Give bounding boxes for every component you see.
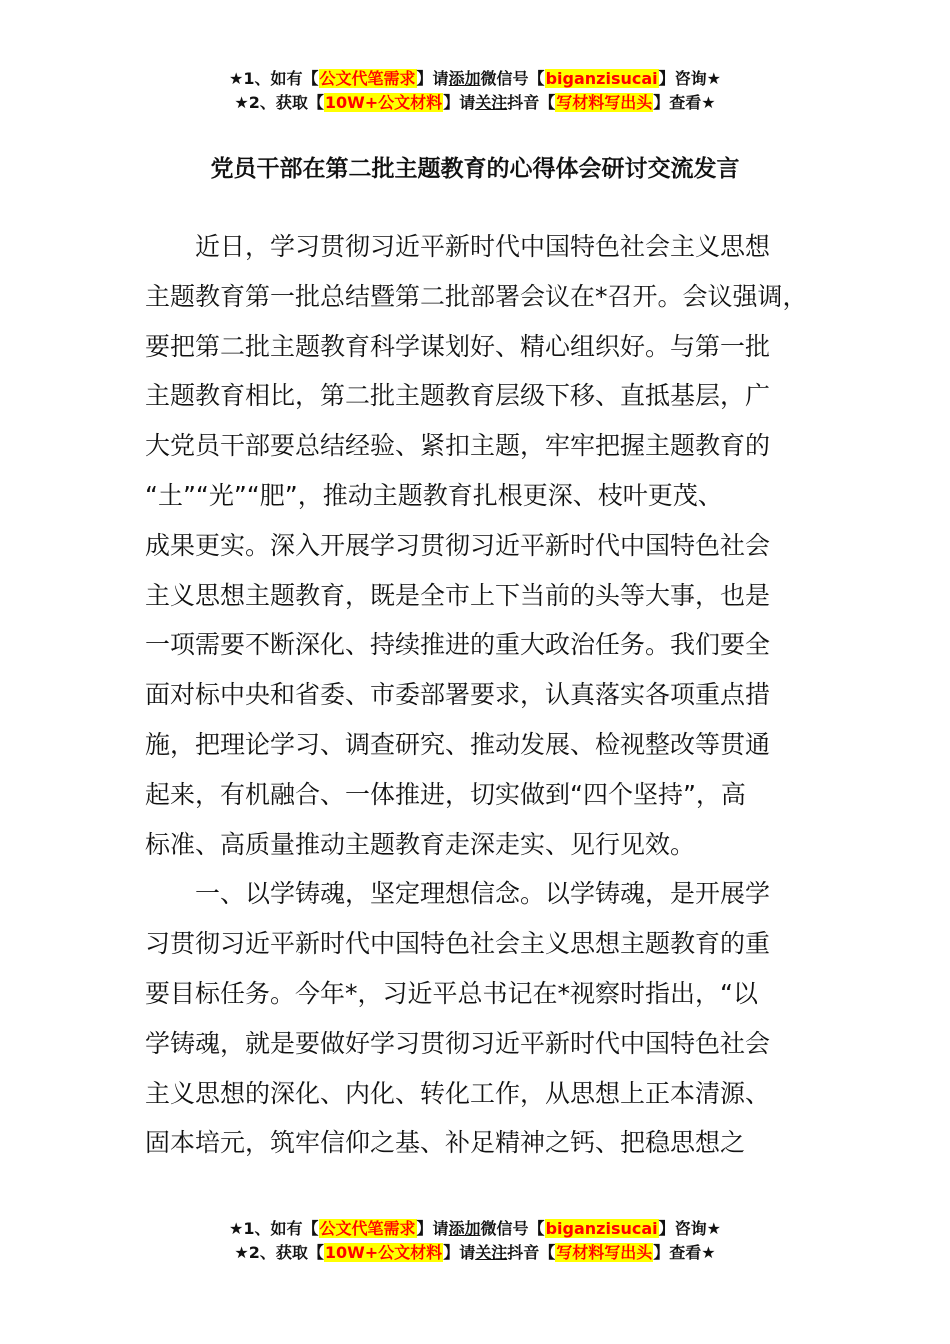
banner-text: ★2、获取【 bbox=[234, 1243, 324, 1262]
body-line: 标准、高质量推动主题教育走深走实、见行见效。 bbox=[145, 829, 696, 859]
banner-text: 】请 bbox=[443, 93, 476, 112]
banner-line-1 bbox=[0, 1217, 950, 1241]
body-line: 主题教育相比，第二批主题教育层级下移、直抵基层，广 bbox=[145, 381, 771, 411]
highlight-materials: 10W+公文材料 bbox=[324, 93, 443, 112]
footer-banner bbox=[0, 1217, 950, 1265]
body-line: 学铸魂，就是要做好学习贯彻习近平新时代中国特色社会 bbox=[145, 1028, 771, 1058]
body-line: 一、以学铸魂，坚定理想信念。以学铸魂，是开展学 bbox=[195, 879, 771, 909]
body-line: 主义思想主题教育，既是全市上下当前的头等大事，也是 bbox=[145, 580, 771, 610]
body-line: “土”“光”“肥”，推动主题教育扎根更深、枝叶更茂、 bbox=[145, 480, 723, 510]
banner-line-1 bbox=[0, 67, 950, 91]
banner-text: 微信号【 bbox=[480, 1219, 545, 1238]
document-body bbox=[145, 222, 820, 1168]
banner-text: 】查看★ bbox=[653, 1243, 716, 1262]
highlight-douyin-account: 写材料写出头 bbox=[556, 93, 653, 112]
banner-text: 】咨询★ bbox=[658, 1219, 721, 1238]
banner-text: ★1、如有【 bbox=[229, 1219, 319, 1238]
banner-text: ★2、获取【 bbox=[234, 93, 324, 112]
banner-text: 抖音【 bbox=[507, 1243, 556, 1262]
banner-text: 微信号【 bbox=[480, 69, 545, 88]
highlight-ghostwriting: 公文代笔需求 bbox=[319, 1219, 416, 1238]
document-title: 党员干部在第二批主题教育的心得体会研讨交流发言 bbox=[210, 156, 740, 182]
body-line: 固本培元，筑牢信仰之基、补足精神之钙、把稳思想之 bbox=[145, 1128, 746, 1158]
banner-text: 】请 bbox=[416, 69, 449, 88]
body-line: 一项需要不断深化、持续推进的重大政治任务。我们要全 bbox=[145, 630, 771, 660]
banner-line-2 bbox=[0, 91, 950, 115]
banner-text: 】咨询★ bbox=[658, 69, 721, 88]
body-line: 习贯彻习近平新时代中国特色社会主义思想主题教育的重 bbox=[145, 929, 771, 959]
banner-text: 】请 bbox=[443, 1243, 476, 1262]
banner-text: 抖音【 bbox=[507, 93, 556, 112]
body-line: 要把第二批主题教育科学谋划好、精心组织好。与第一批 bbox=[145, 331, 771, 361]
body-line: 主题教育第一批总结暨第二批部署会议在*召开。会议强调， bbox=[145, 281, 808, 311]
highlight-douyin-account: 写材料写出头 bbox=[556, 1243, 653, 1262]
underlined-follow: 关注 bbox=[475, 1243, 508, 1262]
body-line: 起来，有机融合、一体推进，切实做到“四个坚持”，高 bbox=[145, 779, 746, 809]
banner-text: ★1、如有【 bbox=[229, 69, 319, 88]
body-line: 大党员干部要总结经验、紧扣主题，牢牢把握主题教育的 bbox=[145, 431, 771, 461]
body-line: 成果更实。深入开展学习贯彻习近平新时代中国特色社会 bbox=[145, 530, 771, 560]
banner-line-2 bbox=[0, 1241, 950, 1265]
underlined-add: 添加 bbox=[448, 69, 481, 88]
banner-text: 】请 bbox=[416, 1219, 449, 1238]
body-line: 面对标中央和省委、市委部署要求，认真落实各项重点措 bbox=[145, 680, 771, 710]
highlight-materials: 10W+公文材料 bbox=[324, 1243, 443, 1262]
banner-text: 】查看★ bbox=[653, 93, 716, 112]
body-line: 近日，学习贯彻习近平新时代中国特色社会主义思想 bbox=[195, 232, 771, 261]
underlined-follow: 关注 bbox=[475, 93, 508, 112]
highlight-wechat-id: biganzisucai bbox=[545, 1219, 658, 1238]
highlight-wechat-id: biganzisucai bbox=[545, 69, 658, 88]
body-line: 主义思想的深化、内化、转化工作，从思想上正本清源、 bbox=[145, 1078, 771, 1108]
body-line: 施，把理论学习、调查研究、推动发展、检视整改等贯通 bbox=[145, 729, 771, 759]
underlined-add: 添加 bbox=[448, 1219, 481, 1238]
header-banner bbox=[0, 67, 950, 115]
highlight-ghostwriting: 公文代笔需求 bbox=[319, 69, 416, 88]
body-line: 要目标任务。今年*，习近平总书记在*视察时指出，“以 bbox=[145, 978, 758, 1008]
